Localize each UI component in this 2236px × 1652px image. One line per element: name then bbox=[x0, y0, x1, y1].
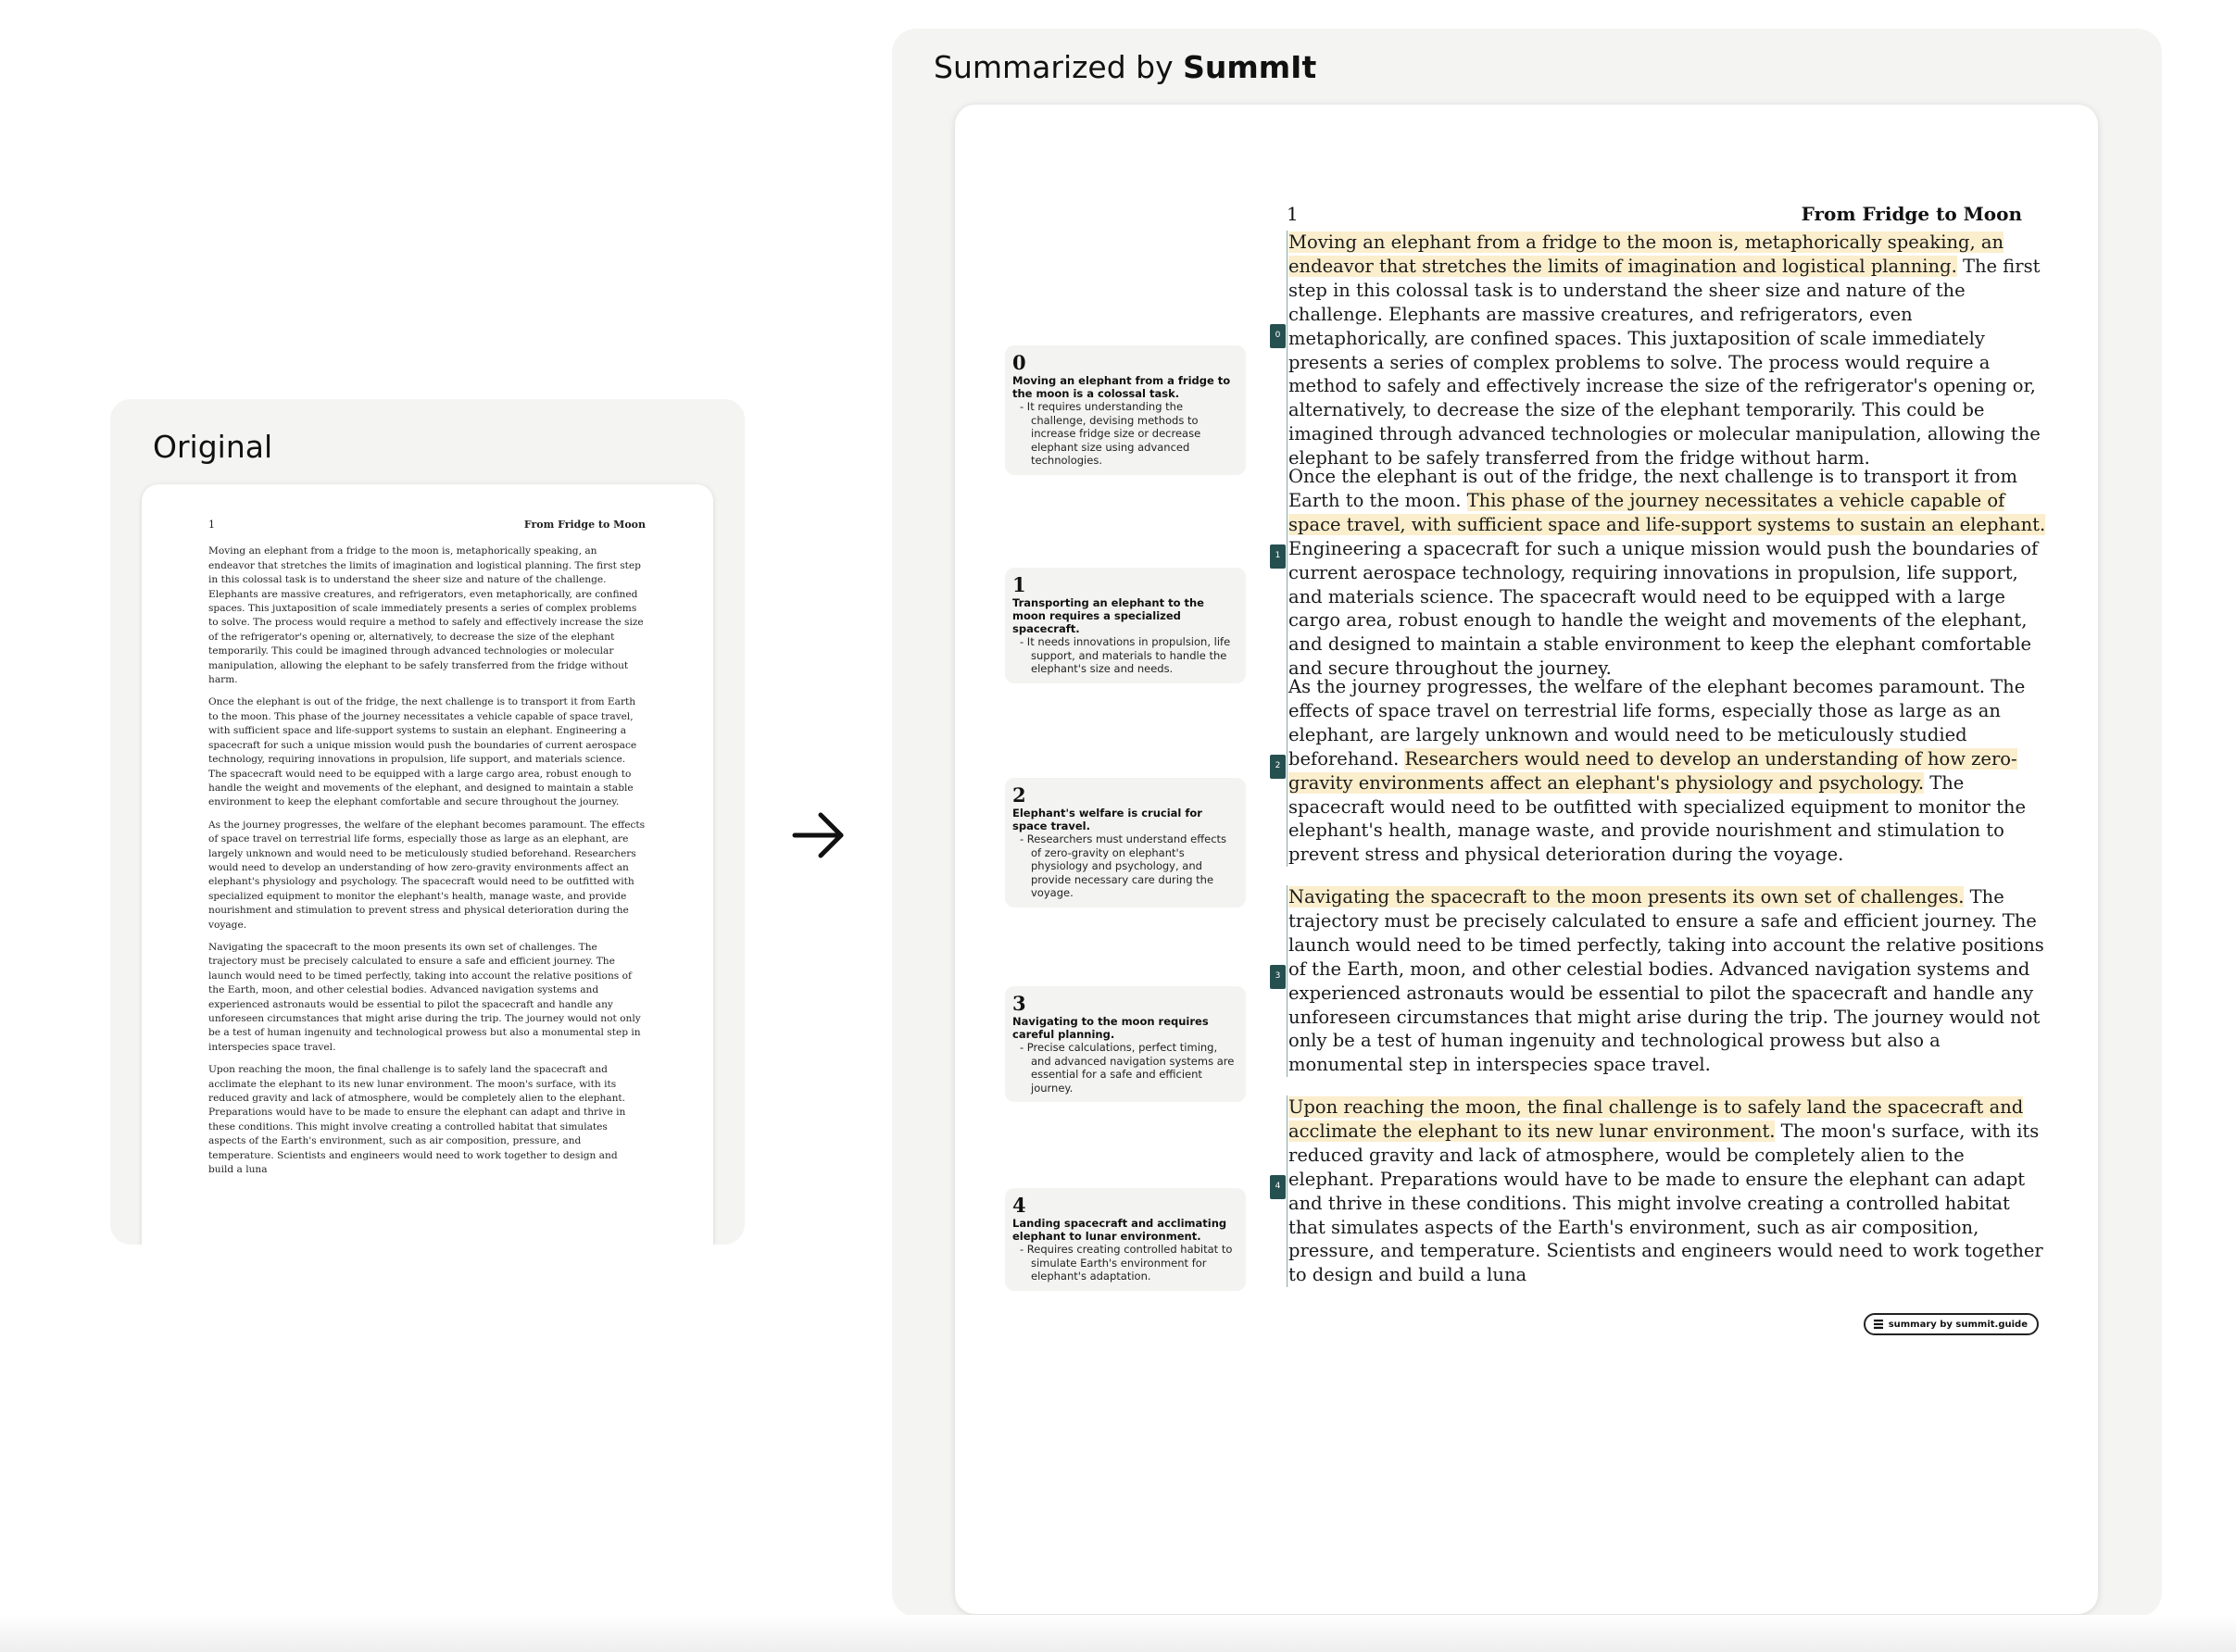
highlighted-sentence[interactable]: Navigating the spacecraft to the moon presents its own set of challenges. bbox=[1288, 886, 1965, 907]
original-page-header bbox=[208, 518, 646, 532]
summary-card-index: 4 bbox=[1012, 1194, 1026, 1217]
summary-paragraph bbox=[1275, 885, 2052, 1077]
summary-card-index: 3 bbox=[1012, 992, 1026, 1015]
original-panel bbox=[110, 399, 745, 1245]
original-page-number: 1 bbox=[208, 519, 215, 531]
summary-card-index: 0 bbox=[1012, 351, 1026, 374]
summary-panel-title bbox=[934, 49, 1316, 85]
summary-card-bullet: - It needs innovations in propulsion, life support, and materials to handle the elephant's size and needs. bbox=[1020, 635, 1231, 675]
summit-brand: SummIt bbox=[1183, 49, 1317, 85]
summary-card[interactable] bbox=[1005, 1188, 1246, 1291]
summary-page-number: 1 bbox=[1287, 203, 1299, 225]
summary-card-bullet: - Precise calculations, perfect timing, and advanced navigation systems are essential for a safe and efficient journey. bbox=[1020, 1041, 1235, 1095]
summit-guide-badge[interactable] bbox=[1864, 1313, 2039, 1335]
summary-panel bbox=[892, 29, 2162, 1617]
badge-label: summary by summit.guide bbox=[1888, 1319, 2028, 1330]
paragraph-marker[interactable]: 3 bbox=[1270, 965, 1286, 989]
paragraph-text: As the journey progresses, the welfare of the elephant becomes paramount. The effects of space travel on terrestrial life forms, especially those as large as an elephant, are largely unknown and would need to be meticulously studied beforehand. bbox=[1288, 676, 2026, 770]
summary-card-bullet: - Requires creating controlled habitat to simulate Earth's environment for elephant's adaptation. bbox=[1020, 1243, 1233, 1283]
summit-logo-icon bbox=[1873, 1319, 1884, 1330]
highlighted-sentence[interactable]: Researchers would need to develop an understanding of how zero-gravity environments affect an elephant's physiology and psychology. bbox=[1288, 747, 2017, 794]
paragraph-text: Engineering a spacecraft for such a unique mission would push the boundaries of current aerospace technology, requiring innovations in propulsion, life support, and materials science. The spacecraft would need to be equipped with a large cargo area, robust enough to handle the weight and movements of the elephant, and designed to maintain a stable environment to keep the elephant comfortable and secure throughout the journey. bbox=[1288, 537, 2039, 680]
summary-paragraph bbox=[1275, 465, 2052, 681]
original-document-page bbox=[142, 484, 713, 1245]
summary-card[interactable] bbox=[1005, 986, 1246, 1102]
summary-paragraph bbox=[1275, 231, 2052, 470]
original-doc-title: From Fridge to Moon bbox=[523, 519, 646, 531]
paragraph-marker[interactable]: 1 bbox=[1270, 544, 1286, 569]
summary-card-bullet: - Researchers must understand effects of zero-gravity on elephant's physiology and psychology, and provide necessary care during the voyage. bbox=[1020, 832, 1227, 899]
paragraph-marker[interactable]: 0 bbox=[1270, 324, 1286, 348]
original-paragraph: Navigating the spacecraft to the moon presents its own set of challenges. The trajectory must be precisely calculated to ensure a safe and efficient journey. The launch would need to be timed perfectly, taking into account the relative positions of the Earth, moon, and other celestial bodies. Advanced navigation systems and experienced astronauts would be essential to pilot the spacecraft and handle any unforeseen circumstances that might arise during the trip. The journey would not only be a test of human ingenuity and technological prowess but also a monumental step in interspecies space travel. bbox=[208, 941, 641, 1053]
summary-card-heading: Transporting an elephant to the moon requires a specialized spacecraft. bbox=[1012, 596, 1204, 635]
summary-document-page bbox=[955, 105, 2098, 1614]
paragraph-text: The first step in this colossal task is to understand the sheer size and nature of the challenge. Elephants are massive creatures, and refrigerators, even metaphorically, are confined spaces. This juxtaposition of scale immediately presents a series of complex problems to solve. The process would require a method to safely and effectively increase the size of the refrigerator's opening or, alternatively, to decrease the size of the elephant temporarily. This could be imagined through advanced technologies or molecular manipulation, allowing the elephant to be safely transferred from the fridge without harm. bbox=[1288, 255, 2041, 469]
original-paragraph: Upon reaching the moon, the final challenge is to safely land the spacecraft and acclimate the elephant to its new lunar environment. The moon's surface, with its reduced gravity and lack of atmosphere, would be completely alien to the elephant. Preparations would have to be made to ensure the elephant can adapt and thrive in these conditions. This might involve creating a controlled habitat that simulates aspects of the Earth's environment, such as air composition, pressure, and temperature. Scientists and engineers would need to work together to design and build a luna bbox=[208, 1064, 626, 1176]
window-bottom-edge bbox=[0, 1615, 2236, 1652]
original-panel-title: Original bbox=[153, 429, 273, 465]
summary-paragraph bbox=[1275, 1095, 2052, 1287]
summary-doc-title: From Fridge to Moon bbox=[1801, 203, 2022, 225]
summary-card-bullet: - It requires understanding the challenge, devising methods to increase fridge size or decrease elephant size using advanced technologies. bbox=[1020, 400, 1201, 467]
paragraph-text: The moon's surface, with its reduced gravity and lack of atmosphere, would be completely alien to the elephant. Preparations would have to be made to ensure the elephant can adapt and thrive in these conditions. This might involve creating a controlled habitat that simulates aspects of the Earth's environment, such as air composition, pressure, and temperature. Scientists and engineers would need to work together to design and build a luna bbox=[1288, 1120, 2043, 1286]
highlighted-sentence[interactable]: Upon reaching the moon, the final challenge is to safely land the spacecraft and acclimate the elephant to its new lunar environment. bbox=[1288, 1096, 2024, 1142]
paragraph-marker[interactable]: 4 bbox=[1270, 1175, 1286, 1199]
original-document-body bbox=[208, 518, 646, 1185]
summary-card[interactable] bbox=[1005, 568, 1246, 683]
original-paragraph: As the journey progresses, the welfare of the elephant becomes paramount. The effects of space travel on terrestrial life forms, especially those as large as an elephant, are largely unknown and would need to be meticulously studied beforehand. Researchers would need to develop an understanding of how zero-gravity environments affect an elephant's physiology and psychology. The spacecraft would need to be outfitted with specialized equipment to monitor the elephant's health, manage waste, and provide nourishment and stimulation to prevent stress and physical deterioration during the voyage. bbox=[208, 819, 646, 931]
highlighted-sentence[interactable]: Moving an elephant from a fridge to the moon is, metaphorically speaking, an endeavor that stretches the limits of imagination and logistical planning. bbox=[1288, 232, 2004, 277]
paragraph-marker[interactable]: 2 bbox=[1270, 755, 1286, 779]
original-paragraph: Moving an elephant from a fridge to the moon is, metaphorically speaking, an endeavor that stretches the limits of imagination and logistical planning. The first step in this colossal task is to understand the sheer size and nature of the challenge. Elephants are massive creatures, and refrigerators, even metaphorically, are confined spaces. This juxtaposition of scale immediately presents a series of complex problems to solve. The process would require a method to safely and effectively increase the size of the refrigerator's opening or, alternatively, to decrease the size of the elephant temporarily. This could be imagined through advanced technologies or molecular manipulation, allowing the elephant to be safely transferred from the fridge without harm. bbox=[208, 545, 644, 686]
original-paragraph: Once the elephant is out of the fridge, the next challenge is to transport it from Earth to the moon. This phase of the journey necessitates a vehicle capable of space travel, with sufficient space and life-support systems to sustain an elephant. Engineering a spacecraft for such a unique mission would push the boundaries of current aerospace technology, requiring innovations in propulsion, life support, and materials science. The spacecraft would need to be equipped with a large cargo area, robust enough to handle the weight and movements of the elephant, and designed to maintain a stable environment to keep the elephant comfortable and secure throughout the journey. bbox=[208, 696, 637, 808]
highlighted-sentence[interactable]: This phase of the journey necessitates a vehicle capable of space travel, with sufficient space and life-support systems to sustain an elephant. bbox=[1288, 489, 2046, 535]
arrow-right-icon bbox=[791, 807, 847, 863]
summary-card-index: 1 bbox=[1012, 573, 1026, 596]
summary-card-heading: Moving an elephant from a fridge to the moon is a colossal task. bbox=[1012, 374, 1231, 400]
summary-card-heading: Elephant's welfare is crucial for space travel. bbox=[1012, 807, 1202, 832]
summary-title-prefix: Summarized by bbox=[934, 49, 1184, 85]
summary-card-index: 2 bbox=[1012, 783, 1026, 807]
paragraph-text: The spacecraft would need to be outfitted with specialized equipment to monitor the elephant's health, manage waste, and provide nourishment and stimulation to prevent stress and physical deterioration during the voyage. bbox=[1288, 771, 2027, 866]
summary-card[interactable] bbox=[1005, 345, 1246, 475]
paragraph-text: Once the elephant is out of the fridge, the next challenge is to transport it from Earth to the moon. bbox=[1288, 466, 2018, 511]
summary-card-heading: Navigating to the moon requires careful planning. bbox=[1012, 1015, 1209, 1041]
summary-card[interactable] bbox=[1005, 778, 1246, 907]
paragraph-text: The trajectory must be precisely calculated to ensure a safe and efficient journey. The launch would need to be timed perfectly, taking into account the relative positions of the Earth, moon, and other celestial bodies. Advanced navigation systems and experienced astronauts would be essential to pilot the spacecraft and handle any unforeseen circumstances that might arise during the trip. The journey would not only be a test of human ingenuity and technological prowess but also a monumental step in interspecies space travel. bbox=[1288, 886, 2044, 1076]
summary-card-heading: Landing spacecraft and acclimating elephant to lunar environment. bbox=[1012, 1217, 1227, 1243]
summary-paragraph bbox=[1275, 675, 2052, 867]
